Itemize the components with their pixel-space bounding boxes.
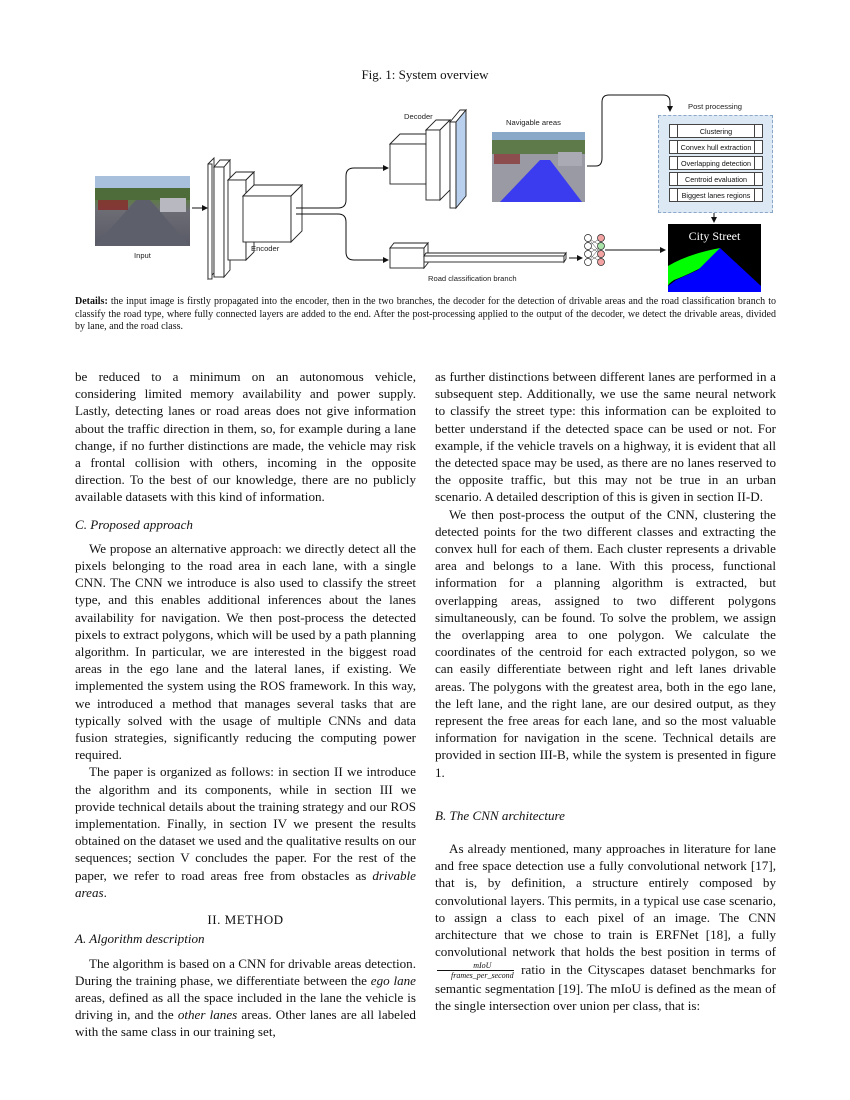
figure-details-caption [75, 296, 776, 334]
pp-step-biggest-regions: Biggest lanes regions [669, 188, 763, 202]
road-class-label: City Street [688, 229, 741, 243]
details-bold-label: Details: [75, 296, 108, 307]
paragraph [75, 763, 416, 901]
text-span: As already mentioned, many approaches in literature for lane and free space detection use a fully convolutional network [17], that is, by definition, a structure entirely composed by convolutional layers. This permits, in a typical use case scenario, to assign a class to each pixel of an image. The CNN architecture that we chose to train is ERFNet [18], a fully convolutional network that holds the best position in terms of [435, 841, 776, 960]
fully-connected-neurons [585, 235, 605, 266]
paragraph: be reduced to a minimum on an autonomous vehicle, considering limited memory availability and power supply. Lastly, detecting lanes or road areas does not give information about the traffic direction in them, so, for example during a lane change, if no further distinctions are made, the vehicle may risk a frontal collision with others, incoming in the opposite direction. To the best of our knowledge, there are no publicly available datasets with this kind of information. [75, 369, 416, 505]
fraction-denominator: frames_per_second [451, 971, 514, 980]
paragraph [435, 840, 776, 1014]
pp-step-clustering: Clustering [669, 124, 763, 138]
text-span: ratio in the Cityscapes dataset benchmarks for semantic segmentation [19]. The mIoU is defined as the mean of the single intersection over union per class, that is: [435, 961, 776, 1014]
road-classification-blocks [390, 243, 566, 268]
decoder-blocks [390, 110, 466, 208]
left-column [75, 368, 416, 1041]
system-overview-figure [88, 88, 778, 293]
figure-title: Fig. 1: System overview [361, 67, 489, 82]
input-label: Input [134, 251, 151, 260]
details-text: the input image is firstly propagated into the encoder, then in the two branches, the decoder for the detection of drivable areas and the road classification branch to classify the road type, where fully connected layers are added to the end. After the post-processing applied to the output of the decoder, we detect the drivable areas, divided by lane, and the road class. [75, 296, 776, 333]
post-processing-label: Post processing [688, 102, 743, 111]
text-span: The paper is organized as follows: in section II we introduce the algorithm and its components, while in section III we provide technical details about the training strategy and our ROS implementation. Finally, in section IV we present the results obtained on the dataset we used and the qualitative results on our sequences; section V concludes the paper. For the rest of the paper, we refer to road areas free from obstacles as [75, 764, 416, 883]
italic-term: drivable areas [75, 867, 416, 900]
subsection-heading-c: C. Proposed approach [75, 516, 193, 532]
navigable-areas-label: Navigable areas [506, 118, 561, 127]
italic-term: other lanes [177, 1007, 238, 1023]
paragraph [75, 955, 416, 1041]
pp-step-convex-hull: Convex hull extraction [669, 140, 763, 154]
post-processing-box [658, 115, 773, 213]
paragraph: We propose an alternative approach: we directly detect all the pixels belonging to the road area in each lane, with a single CNN. The CNN we introduce is also used to classify the street type, and this enables additional inferences about the lanes availability for navigation. We then post-process the detected pixels to extract polygons, which will be used by a path planning algorithm. In particular, we are interested in the biggest road areas in the ego lane and the lateral lanes, if existing. We implemented the system using the ROS framework. In this way, we introduced a method that manages several tasks that are typically solved with the usage of multiple CNNs and data fusion strategies, significantly reducing the computing power required. [75, 540, 416, 763]
right-column [435, 368, 776, 1014]
pp-step-overlapping: Overlapping detection [669, 156, 763, 170]
navigable-areas-image [492, 132, 585, 202]
paragraph: We then post-process the output of the CNN, clustering the detected points for the two different classes and extracting the convex hull for each of them. Each cluster represents a drivable area and belongs to a lane. With this process, functional information for a planning algorithm is extracted, but overlapping areas, assigned to two different polygons simultaneously, can be found. To solve the problem, we assign the overlapping area to one polygon. We calculate the coordinates of the centroid for each extracted polygon, so we can easily differentiate between right and left lanes drivable areas. The polygons with the greatest area, both in the ego lane, the left lane, and the right lane, are our desired output, as they represent the free areas for each lane, and so the most valuable information for navigation in the scene. Technical details are provided in section III-B, while the system is presented in figure 1. [435, 506, 776, 780]
spacer [435, 781, 776, 799]
pp-step-centroid: Centroid evaluation [669, 172, 763, 186]
text-span: . [103, 884, 107, 900]
fraction-numerator: mIoU [437, 961, 514, 971]
encoder-label: Encoder [251, 244, 280, 253]
subsection-heading-b: B. The CNN architecture [435, 807, 565, 823]
encoder-blocks [208, 158, 302, 279]
fraction [437, 961, 514, 980]
output-segmentation-image [668, 224, 761, 292]
section-heading: II. METHOD [207, 912, 284, 928]
text-span: areas. Other lanes are all labeled with the same class in our training set, [75, 1007, 416, 1040]
input-image [95, 176, 190, 246]
subsection-heading-a: A. Algorithm description [75, 931, 205, 947]
text-span: The algorithm is based on a CNN for drivable areas detection. During the training phase, we differentiate between the [75, 955, 416, 988]
paragraph: as further distinctions between different lanes are performed in a subsequent step. Additionally, we use the same neural network to classify the street type: this information can be exploited to better understand if the detected space can be used or not. For example, if the vehicle travels on a highway, it is evident that all the detected space may be used, as there are no lanes reserved to the opposite traffic, but this may not be true in an urban scenario. A detailed description of this is given in section II-D. [435, 369, 776, 505]
text-span: areas, defined as all the space included in the lane the vehicle is driving in, and the [75, 989, 416, 1023]
decoder-label: Decoder [404, 112, 433, 121]
road-classification-label: Road classification branch [428, 274, 517, 283]
italic-term: ego lane [370, 972, 416, 988]
